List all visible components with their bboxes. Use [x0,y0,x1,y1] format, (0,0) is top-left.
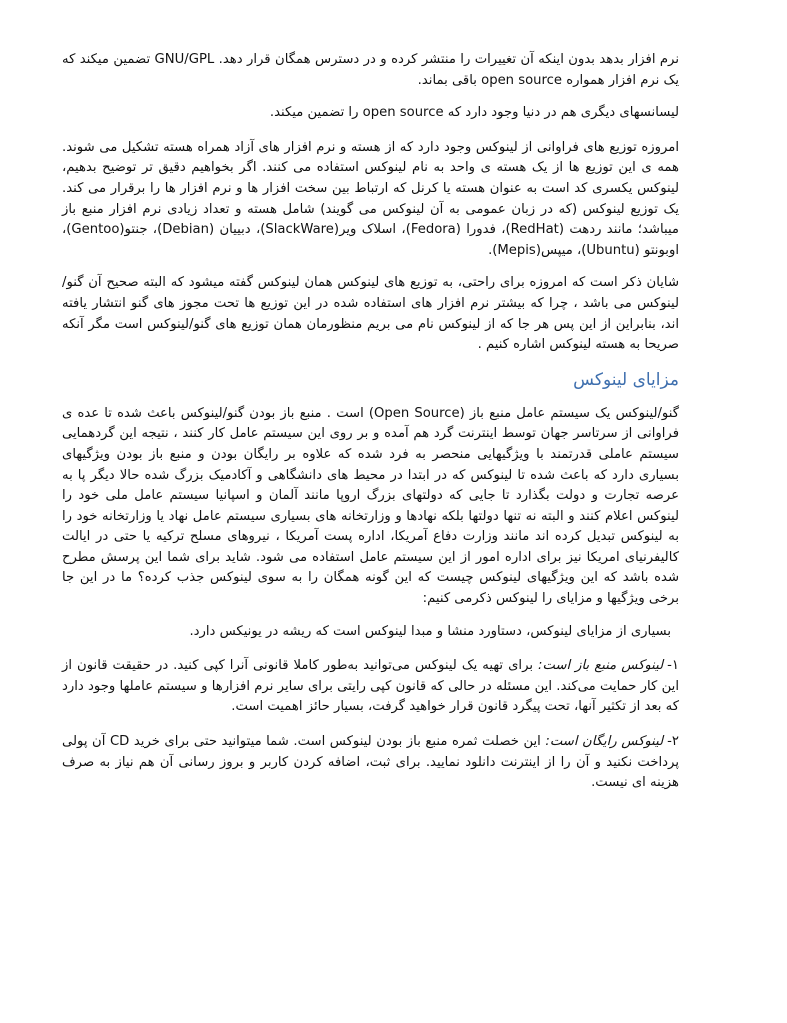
list-item-body: برای تهیه یک لینوکس می‌توانید به‌طور کاملا قانونی آنرا کپی کنید. در حقیقت قانون از این کار حمایت می‌کند. این مسئله در حالی که قانون کپی رایتی برای سایر نرم افزارها و سیستم عاملها وجود دارد که بعد از تکثیر آنها، تحت پیگرد قانون قرار خواهید گرفت، بسیار حائز اهمیت است. [62,658,679,715]
list-item-number: ۲- [667,734,679,750]
paragraph-gpl: نرم افزار بدهد بدون اینکه آن تغییرات را منتشر کرده و در دسترس همگان قرار دهد. GNU/GPL تضمین میکند که یک نرم افزار همواره open source باقی بماند. [62,52,680,88]
paragraph-linux-open-source: گنو/لینوکس یک سیستم عامل منبع باز (Open Source) است . منبع باز بودن گنو/لینوکس باعث شده تا عده ی فراوانی از سرتاسر جهان توسط اینترنت گرد هم آمده و بر روی این سیستم عامل کار کنند ، نتیجه این گردهمایی سیستم عاملی قدرتمند با ویژگیهایی منحصر به فرد شده که علاوه بر رایگان بودن و منبع باز بودن ویژگیهای بسیاری دارد که باعث شده تا لینوکس که در ابتدا در محیط های دانشگاهی و آکادمیک بزرگ شده حالا دیگر پا به عرصه تجارت و دولت بگذارد تا جایی که دولتهای بزرگ اروپا مانند آلمان و اسپانیا سیستم عامل ملی خود را لینوکس اعلام کنند و البته نه تنها دولتها بلکه نهادها و وزارتخانه های بسیاری سیستم عامل نهاد یا وزارتخانه خود را به لینوکس تبدیل کرده اند مانند وزارت دفاع آمریکا، اداره پست آمریکا ، نیروهای مسلح ترکیه یا حتی در ایالت کالیفرنیای امریکا نیز برای اداره امور از این سیستم عامل استفاده می شود. شاید برای شما این پرسش مطرح شده باشد که این ویژگیهای لینوکس چیست که این گونه همگان را به سوی لینوکس جذب کرده؟ ما در این جا برخی ویژگیها و مزایای را لینوکس ذکرمی کنیم: [62,405,679,607]
list-item-open-source [62,656,679,718]
list-item-number: ۱- [667,658,679,674]
paragraph-other-licenses: لیسانسهای دیگری هم در دنیا وجود دارد که open source را تضمین میکند. [269,105,679,121]
list-item-body: این خصلت ثمره منبع باز بودن لینوکس است. شما میتوانید حتی برای خرید CD آن پولی پرداخت نکنید و آن را از اینترنت دانلود نمایید. برای ثبت، اضافه کردن کاربر و بروز رسانی آن هم نیاز به صرف هزینه ای نیست. [62,734,679,791]
document-page [62,50,679,808]
paragraph-unix-roots: بسیاری از مزایای لینوکس، دستاورد منشا و مبدا لینوکس است که ریشه در یونیکس دارد. [189,623,671,639]
paragraph-gnu-linux-naming: شایان ذکر است که امروزه برای راحتی، به توزیع های لینوکس همان لینوکس گفته میشود که البته صحیح آن گنو/لینوکس می باشد ، چرا که بیشتر نرم افزار های استفاده شده در این توزیع ها تحت مجوز های گنو انتشار یافته اند، بنابراین از این پس هر جا که از لینوکس نام می بریم منظورمان همان توزیع های گنو/لینوکس است مگر آنکه صریحا به هسته لینوکس اشاره کنیم . [62,275,679,353]
section-heading: مزایای لینوکس [573,369,679,390]
list-item-title: لینوکس منبع باز است: [538,658,664,674]
list-item-free [62,732,679,794]
list-item-title: لینوکس رایگان است: [545,734,664,750]
paragraph-distributions: امروزه توزیع های فراوانی از لینوکس وجود دارد که از هسته و نرم افزار های آزاد همراه هسته تشکیل می شوند. همه ی این توزیع ها از یک هسته ی واحد به نام لینوکس استفاده می کنند. اگر بخواهیم دقیق تر توضیح بدهیم، لینوکس یکسری کد است به عنوان هسته یا کرنل که ارتباط بین سخت افزار ها و نرم افزار ها را برقرار می کند. یک توزیع لینوکس (که در زبان عمومی به آن لینوکس می گویند) شامل هسته و تعداد زیادی نرم افزار منبع باز میباشد؛ مانند ردهت (RedHat)، فدورا (Fedora)، اسلاک ویر(SlackWare)، دبییان (Debian)، جنتو(Gentoo)، اوبونتو (Ubuntu)، میپس(Mepis). [62,139,679,258]
